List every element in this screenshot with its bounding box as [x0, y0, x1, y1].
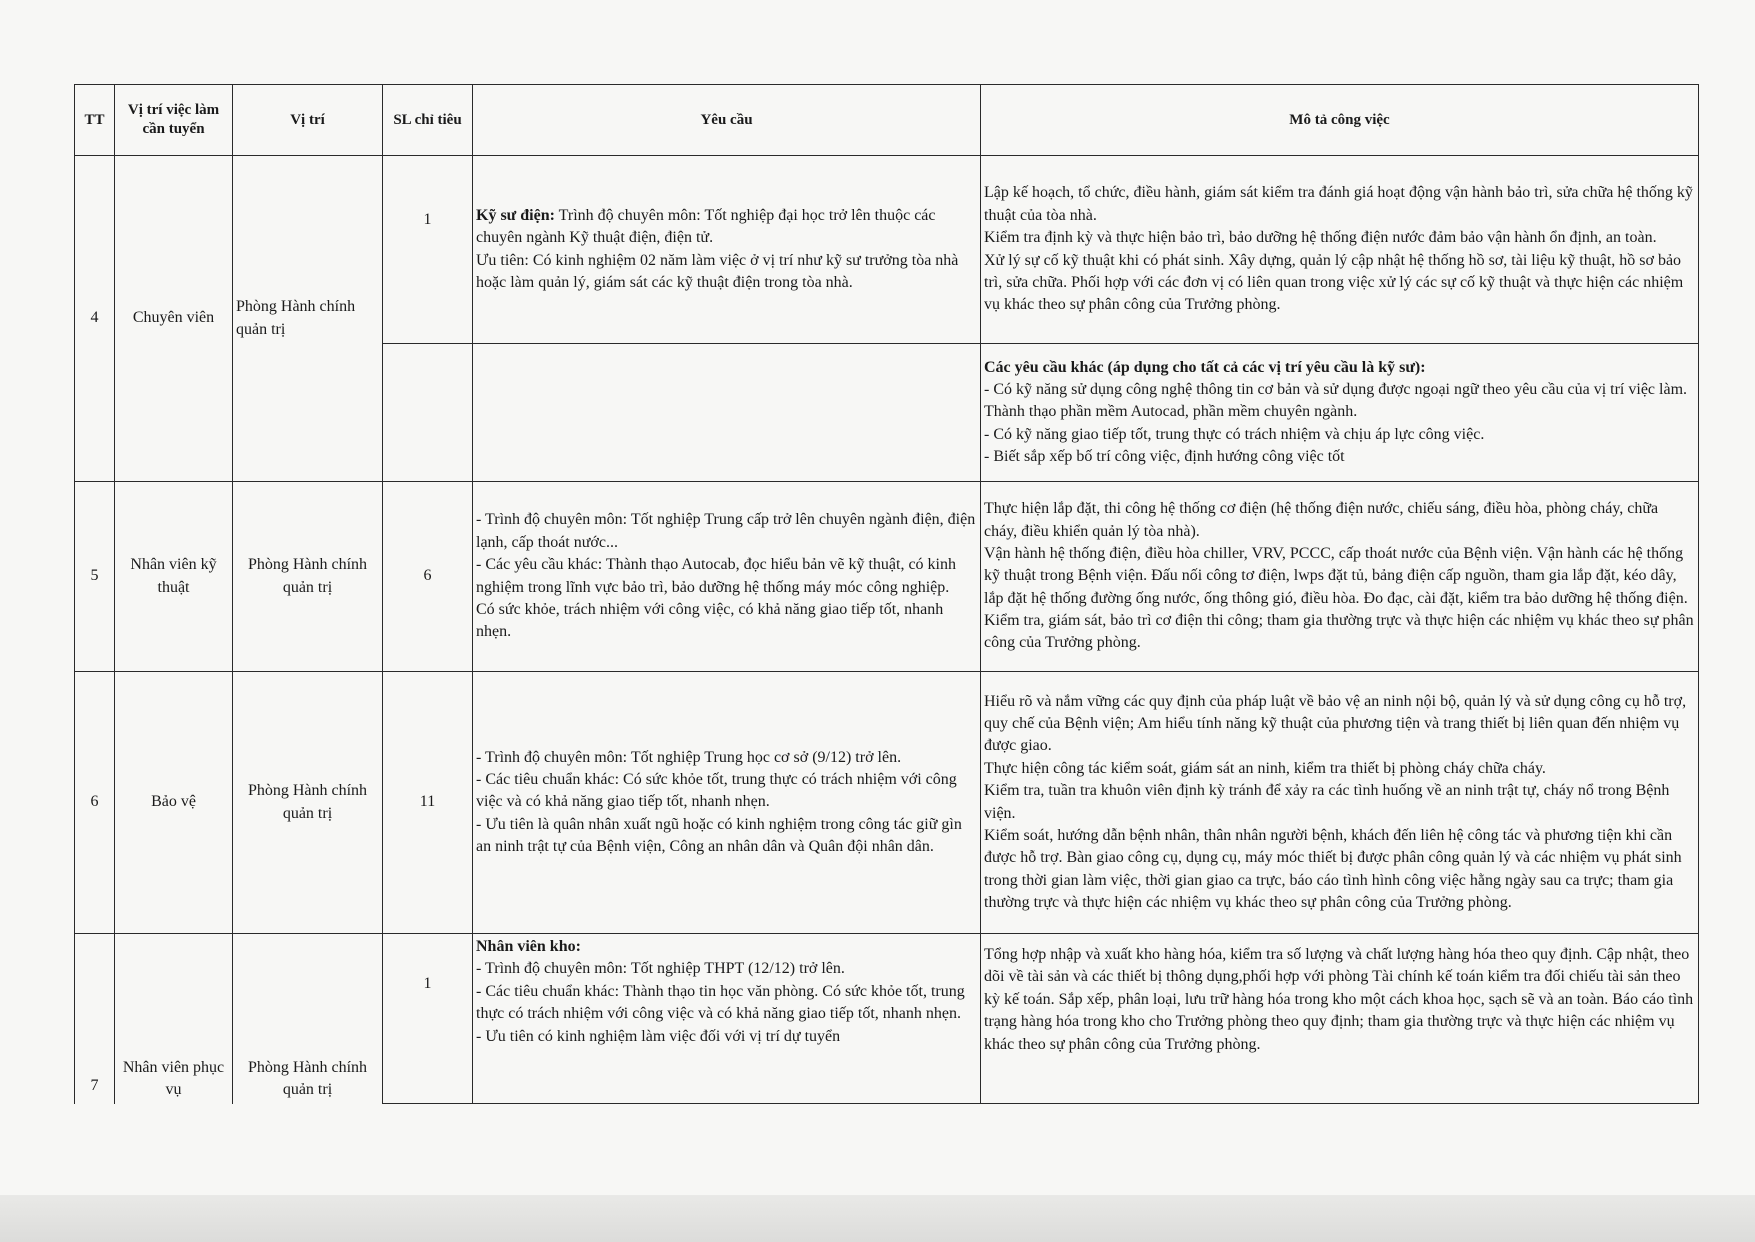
desc-line: Hiểu rõ và nắm vững các quy định của pháp luật về bảo vệ an ninh nội bộ, quản lý và sử dụng công cụ hỗ trợ, quy chế của Bệnh viện; Am hiểu tính năng kỹ thuật của phương tiện và trang thiết bị liên quan đến nhiệm vụ được giao.: [984, 692, 1687, 755]
row-quota: 1: [383, 156, 473, 344]
req-line: - Các tiêu chuẩn khác: Có sức khỏe tốt, trung thực có trách nhiệm với công việc và có khả năng giao tiếp tốt, nhanh nhẹn.: [476, 770, 957, 811]
row-dept: Phòng Hành chính quản trị: [233, 672, 383, 934]
desc-line: Vận hành hệ thống điện, điều hòa chiller, VRV, PCCC, cấp thoát nước của Bệnh viện. Vận hành các hệ thống kỹ thuật trong Bệnh viện. Đấu nối công tơ điện, lwps đặt tủ, bảng điện cấp nguồn, tham gia lắp đặt, kéo dây, lắp đặt hệ thống đường ống nước, ống thông gió, điều hòa. Đo đạc, cài đặt, kiểm tra bảo dưỡng hệ thống điện. Kiểm tra, giám sát, bảo trì cơ điện thi công; tham gia thường trực và thực hiện các nhiệm vụ khác theo sự phân công của Trưởng phòng.: [984, 544, 1694, 652]
other-requirements-line: - Có kỹ năng giao tiếp tốt, trung thực có trách nhiệm và chịu áp lực công việc.: [984, 425, 1485, 443]
row-description: [981, 482, 1699, 672]
row-title: Nhân viên kỹ thuật: [115, 482, 233, 672]
req-line: - Trình độ chuyên môn: Tốt nghiệp Trung học cơ sở (9/12) trở lên.: [476, 748, 902, 766]
empty-cell: [383, 344, 473, 482]
req-line: - Ưu tiên có kinh nghiệm làm việc đối với vị trí dự tuyển: [476, 1027, 841, 1045]
req-line: - Các tiêu chuẩn khác: Thành thạo tin học văn phòng. Có sức khỏe tốt, trung thực có trách nhiệm với công việc và có khả năng giao tiếp tốt, nhanh nhẹn.: [476, 982, 965, 1023]
req-line: - Trình độ chuyên môn: Tốt nghiệp THPT (12/12) trở lên.: [476, 960, 845, 978]
row-description: [981, 934, 1699, 1104]
header-position-title: Vị trí việc làm cần tuyển: [115, 85, 233, 156]
desc-line: Xử lý sự cố kỹ thuật khi có phát sinh. Xây dựng, quản lý cập nhật hệ thống hồ sơ, tài liệu kỹ thuật, hồ sơ bảo trì, sửa chữa. Phối hợp với các đơn vị có liên quan trong việc xử lý các sự cố kỹ thuật và thực hiện các nhiệm vụ khác theo sự phân công của Trưởng phòng.: [984, 251, 1684, 314]
header-quota: SL chỉ tiêu: [383, 85, 473, 156]
desc-line: Kiểm soát, hướng dẫn bệnh nhân, thân nhân người bệnh, khách đến liên hệ công tác và phương tiện khi cần được hỗ trợ. Bàn giao công cụ, dụng cụ, máy móc thiết bị được phân công quản lý và các nhiệm vụ phát sinh trong thời gian làm việc, thời gian giao ca trực, báo cáo tình hình công việc hằng ngày sau ca trực; tham gia thường trực và thực hiện các nhiệm vụ khác theo sự phân công của Trưởng phòng.: [984, 826, 1682, 912]
scan-edge: [0, 1195, 1755, 1242]
row-tt: 4: [75, 156, 115, 482]
req-text: Trình độ chuyên môn: Tốt nghiệp đại học trở lên thuộc các chuyên ngành Kỹ thuật điện, điện tử.: [476, 206, 936, 247]
row-requirements: [473, 934, 981, 1104]
row-quota: 11: [383, 672, 473, 934]
table-row: [75, 156, 1699, 344]
row-quota: 1: [383, 934, 473, 1104]
req-line: Ưu tiên: Có kinh nghiệm 02 năm làm việc ở vị trí như kỹ sư trưởng tòa nhà hoặc làm quản lý, giám sát các kỹ thuật điện trong tòa nhà.: [476, 251, 959, 291]
req-bold-label: Nhân viên kho:: [476, 938, 581, 955]
desc-line: Tổng hợp nhập và xuất kho hàng hóa, kiểm tra số lượng và chất lượng hàng hóa theo quy định. Cập nhật, theo dõi về tài sản và các thiết bị thông dụng,phối hợp với phòng Tài chính kế toán kiểm tra đối chiếu tài sản theo kỳ kế toán. Sắp xếp, phân loại, lưu trữ hàng hóa trong kho một cách khoa học, sạch sẽ và an toàn. Báo cáo tình trạng hàng hóa trong kho cho Trưởng phòng theo quy định; tham gia thường trực và thực hiện các nhiệm vụ khác theo sự phân công của Trưởng phòng.: [984, 946, 1694, 1053]
row-dept: Phòng Hành chính quản trị: [233, 934, 383, 1104]
table-row: [75, 934, 1699, 1104]
row-title: Bảo vệ: [115, 672, 233, 934]
empty-cell: [473, 344, 981, 482]
row-requirements: [473, 672, 981, 934]
header-position: Vị trí: [233, 85, 383, 156]
desc-line: Lập kế hoạch, tổ chức, điều hành, giám sát kiểm tra đánh giá hoạt động vận hành bảo trì, sửa chữa hệ thống kỹ thuật của tòa nhà.: [984, 184, 1693, 224]
req-bold-label: Kỹ sư điện:: [476, 206, 555, 224]
row-requirements: [473, 156, 981, 344]
desc-line: Thực hiện lắp đặt, thi công hệ thống cơ điện (hệ thống điện nước, chiếu sáng, điều hòa, phòng cháy, chữa cháy, điều khiển quản lý tòa nhà).: [984, 500, 1659, 540]
desc-line: Kiểm tra, tuần tra khuôn viên định kỳ tránh để xảy ra các tình huống về an ninh trật tự, cháy nổ trong Bệnh viện.: [984, 782, 1670, 822]
req-line: - Ưu tiên là quân nhân xuất ngũ hoặc có kinh nghiệm trong công tác giữ gìn an ninh trật tự của Bệnh viện, Công an nhân dân và Quân đội nhân dân.: [476, 815, 962, 856]
header-description: Mô tả công việc: [981, 85, 1699, 156]
req-line: - Trình độ chuyên môn: Tốt nghiệp Trung cấp trở lên chuyên ngành điện, điện lạnh, cấp thoát nước...: [476, 511, 976, 551]
desc-line: Kiểm tra định kỳ và thực hiện bảo trì, bảo dưỡng hệ thống điện nước đảm bảo vận hành ổn định, an toàn.: [984, 229, 1657, 247]
row-tt: 5: [75, 482, 115, 672]
row-title: Nhân viên phục vụ: [115, 934, 233, 1104]
row-description: [981, 672, 1699, 934]
other-requirements-line: - Biết sắp xếp bố trí công việc, định hướng công việc tốt: [984, 448, 1345, 466]
other-requirements: [981, 344, 1699, 482]
other-requirements-title: Các yêu cầu khác (áp dụng cho tất cả các vị trí yêu cầu là kỹ sư):: [984, 358, 1426, 376]
row-tt: 7: [75, 934, 115, 1104]
row-tt: 6: [75, 672, 115, 934]
row-requirements: [473, 482, 981, 672]
recruitment-table: [74, 84, 1699, 1104]
req-paragraph: [476, 205, 977, 250]
req-line: - Các yêu cầu khác: Thành thạo Autocab, đọc hiểu bản vẽ kỹ thuật, có kinh nghiệm trong lĩnh vực bảo trì, bảo dưỡng hệ thống máy móc công nghiệp.: [476, 556, 956, 596]
row-dept: Phòng Hành chính quản trị: [233, 156, 383, 482]
row-title: Chuyên viên: [115, 156, 233, 482]
table-row: [75, 482, 1699, 672]
other-requirements-line: - Có kỹ năng sử dụng công nghệ thông tin cơ bản và sử dụng được ngoại ngữ theo yêu cầu của vị trí việc làm. Thành thạo phần mềm Autocad, phần mềm chuyên ngành.: [984, 380, 1688, 421]
row-description: [981, 156, 1699, 344]
table-header-row: [75, 85, 1699, 156]
header-tt: TT: [75, 85, 115, 156]
header-requirements: Yêu cầu: [473, 85, 981, 156]
row-quota: 6: [383, 482, 473, 672]
desc-line: Thực hiện công tác kiểm soát, giám sát an ninh, kiểm tra thiết bị phòng cháy chữa cháy.: [984, 759, 1546, 777]
table-row: [75, 672, 1699, 934]
row-dept: Phòng Hành chính quản trị: [233, 482, 383, 672]
req-line: Có sức khỏe, trách nhiệm với công việc, có khả năng giao tiếp tốt, nhanh nhẹn.: [476, 600, 944, 641]
